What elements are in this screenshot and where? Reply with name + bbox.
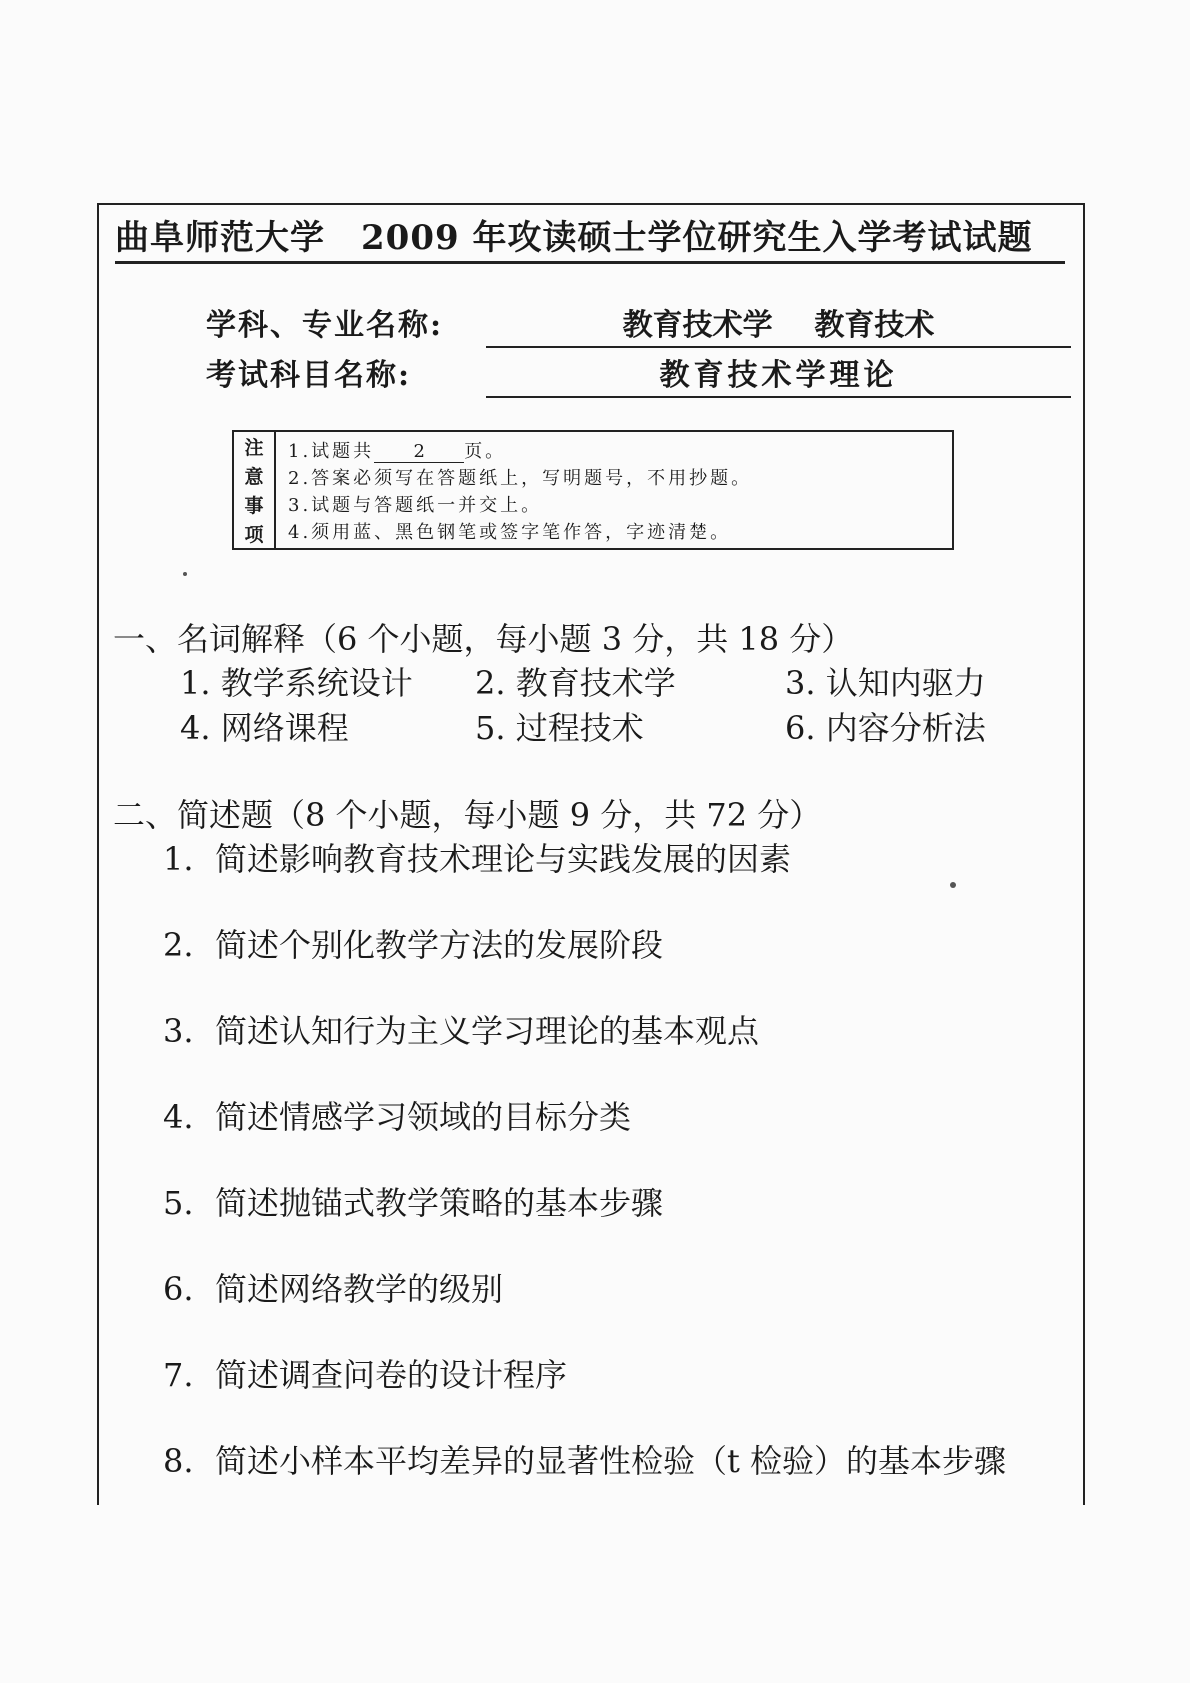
page-count: 2 [374, 441, 464, 463]
notice-line-4: 4.须用蓝、黑色钢笔或签字笔作答，字迹清楚。 [288, 521, 732, 543]
subject-value: 教育技术学理论 [486, 350, 1071, 398]
question-text: 简述调查问卷的设计程序 [215, 1356, 568, 1394]
section-1-title: 一、名词解释（6 个小题，每小题 3 分，共 18 分） [113, 620, 854, 658]
exam-title-text: 2009 年攻读硕士学位研究生入学考试试题 [361, 218, 1033, 258]
term-item: 4. 网络课程 [180, 709, 349, 747]
question-text: 简述抛锚式教学策略的基本步骤 [215, 1184, 664, 1222]
question-item [163, 920, 663, 966]
question-text: 简述网络教学的级别 [215, 1270, 504, 1308]
notice-heading-char: 事 [244, 495, 264, 517]
question-number: 8. [163, 1442, 194, 1480]
notice-line-2: 2.答案必须写在答题纸上，写明题号，不用抄题。 [288, 467, 753, 489]
question-item [163, 1264, 503, 1310]
question-number: 7. [163, 1356, 194, 1394]
question-item [163, 1178, 663, 1224]
major-label: 学科、专业名称: [206, 308, 444, 343]
question-text: 简述情感学习领域的目标分类 [215, 1098, 632, 1136]
notice-heading-char: 意 [244, 466, 264, 488]
notice-line-1 [288, 437, 940, 463]
term-item: 6. 内容分析法 [785, 709, 986, 747]
question-item [163, 1350, 567, 1396]
question-number: 5. [163, 1184, 194, 1222]
question-number: 1. [163, 840, 194, 878]
major-row [206, 300, 935, 344]
term-item: 2. 教育技术学 [475, 664, 676, 702]
major-value: 教育技术学 教育技术 [486, 300, 1071, 348]
university-name: 曲阜师范大学 [115, 218, 325, 258]
question-text: 简述影响教育技术理论与实践发展的因素 [215, 840, 792, 878]
notice-line-3: 3.试题与答题纸一并交上。 [288, 494, 543, 516]
question-text: 简述认知行为主义学习理论的基本观点 [215, 1012, 760, 1050]
section-2-title: 二、简述题（8 个小题，每小题 9 分，共 72 分） [113, 796, 822, 834]
exam-title [115, 210, 1065, 264]
notice-box [232, 430, 954, 550]
notice-line-1-prefix: 1.试题共 [288, 440, 375, 462]
question-number: 3. [163, 1012, 194, 1050]
notice-heading-char: 项 [244, 524, 264, 546]
term-item: 1. 教学系统设计 [180, 664, 413, 702]
question-text: 简述个别化教学方法的发展阶段 [215, 926, 664, 964]
notice-line-1-suffix: 页。 [464, 440, 507, 462]
scan-speck [950, 882, 956, 888]
term-item: 5. 过程技术 [475, 709, 644, 747]
question-item [163, 1436, 1006, 1482]
question-text: 简述小样本平均差异的显著性检验（t 检验）的基本步骤 [215, 1442, 1007, 1480]
question-number: 4. [163, 1098, 194, 1136]
notice-lines [276, 432, 952, 548]
question-item [163, 1006, 759, 1052]
scan-speck [183, 572, 187, 576]
question-number: 2. [163, 926, 194, 964]
question-item [163, 834, 791, 880]
question-item [163, 1092, 631, 1138]
subject-label: 考试科目名称: [206, 358, 412, 393]
notice-heading-char: 注 [244, 437, 264, 459]
subject-row [206, 350, 898, 394]
term-item: 3. 认知内驱力 [785, 664, 986, 702]
notice-heading [234, 432, 276, 548]
question-number: 6. [163, 1270, 194, 1308]
